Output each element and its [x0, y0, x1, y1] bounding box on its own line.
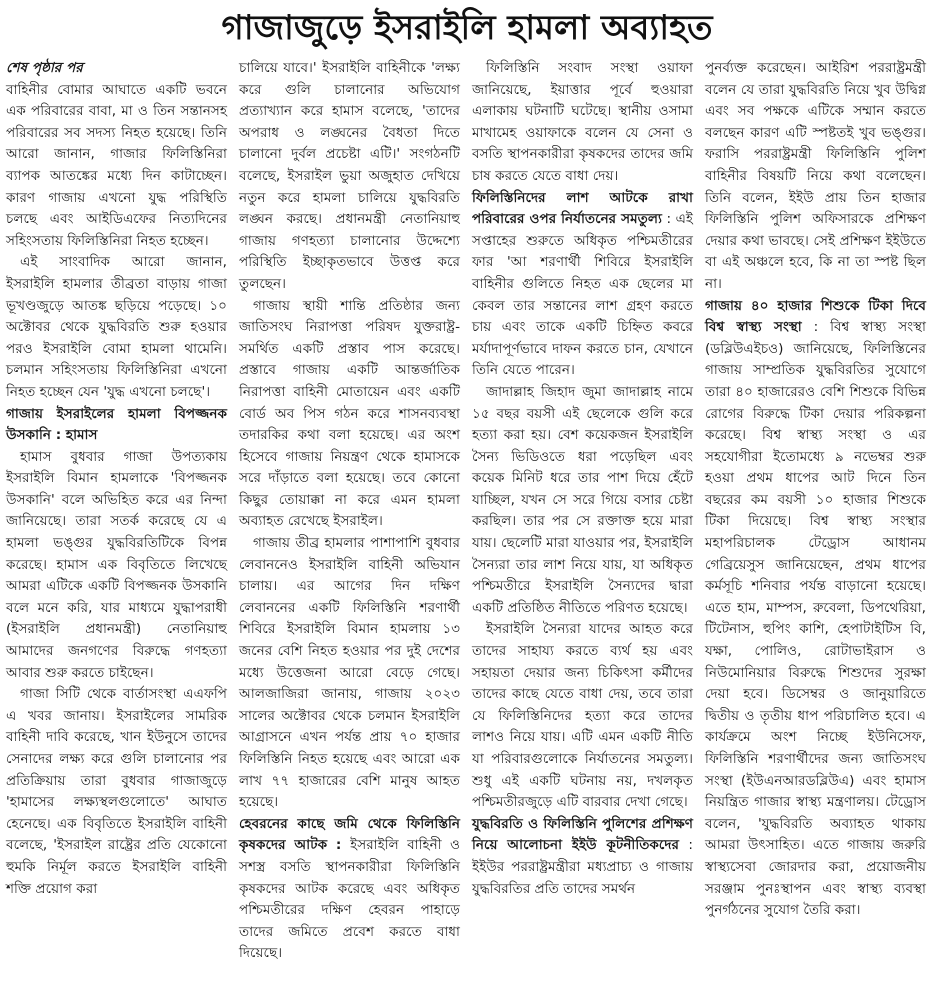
paragraph: বাহিনীর বোমার আঘাতে একটি ভবনে এক পরিবারের বাবা, মা ও তিন সন্তানসহ পরিবারের সব সদস্য নিহত হয়েছে। তিনি আরো জানান, গাজার ফিলিস্তিনিরা ব্যাপক আতঙ্কের মধ্যে দিন কাটাচ্ছেন। কারণ গাজায় এখনো যুদ্ধ পরিস্থিতি চলছে এবং আইডিএফের নিত্যদিনের সহিংসতায় ফিলিস্তিনিরা নিহত হচ্ছেন।	[6, 81, 227, 249]
column-3	[472, 58, 693, 900]
paragraph-with-lead	[239, 814, 460, 965]
paragraph-with-lead	[472, 814, 693, 900]
paragraph-text: : এই সপ্তাহের শুরুতে অধিকৃত পশ্চিমতীরের ফার 'আ শরণার্থী শিবিরে ইসরাইলি বাহিনীর গুলিতে নিহত এক ছেলের মা কেবল তার সন্তানের লাশ গ্রহণ করতে চায় এবং তাকে একটি চিহ্নিত কবরে মর্যাদাপূর্ণভাবে দাফন করতে চান, যেখানে তিনি যেতে পারেন।	[472, 211, 693, 379]
paragraph: চালিয়ে যাবে।' ইসরাইলি বাহিনীকে 'লক্ষ্য করে গুলি চালানোর অভিযোগ প্রত্যাখ্যান করে হামাস বলেছে, 'তাদের অপরাধ ও লঙ্ঘনের বৈধতা দিতে চালানো দুর্বল প্রচেষ্টা এটি।' সংগঠনটি বলেছে, ইসরাইল ভুয়া অজুহাত দেখিয়ে নতুন করে হামলা চালিয়ে যুদ্ধবিরতি লঙ্ঘন করছে। প্রধানমন্ত্রী নেতানিয়াহু গাজায় গণহত্যা চালানোর উদ্দেশ্যে পরিস্থিতি ইচ্ছাকৃতভাবে উত্তপ্ত করে তুলছেন।	[239, 60, 460, 292]
paragraph: পুনর্ব্যক্ত করেছেন। আইরিশ পররাষ্ট্রমন্ত্রী বলেন যে তারা যুদ্ধবিরতি নিয়ে খুব উদ্বিগ্ন এবং সব পক্ষকে এটিকে সম্মান করতে বলছেন কারণ এটি স্পষ্টতই খুব ভঙ্গুর। ফরাসি পররাষ্ট্রমন্ত্রী ফিলিস্তিনি পুলিশ বাহিনীর বিষয়টি নিয়ে কথা বলেছেন। তিনি বলেন, ইইউ প্রায় তিন হাজার ফিলিস্তিনি পুলিশ অফিসারকে প্রশিক্ষণ দেয়ার কথা ভাবছে। সেই প্রশিক্ষণ ইইউতে বা এই অঞ্চলে হবে, কি না তা স্পষ্ট ছিল না।	[705, 60, 926, 292]
paragraph: গাজায় স্থায়ী শান্তি প্রতিষ্ঠার জন্য জাতিসংঘ নিরাপত্তা পরিষদ যুক্তরাষ্ট্র-সমর্থিত একটি প্রস্তাব পাস করেছে। প্রস্তাবে গাজায় একটি আন্তর্জাতিক নিরাপত্তা বাহিনী মোতায়েন এবং একটি বোর্ড অব পিস গঠন করে শাসনব্যবস্থা তদারকির কথা বলা হয়েছে। এর অংশ হিসেবে গাজায় নিয়ন্ত্রণ থেকে হামাসকে সরে দাঁড়াতে বলা হয়েছে। তবে কোনো কিছুর তোয়াক্কা না করে এমন হামলা অব্যাহত রেখেছে ইসরাইল।	[239, 297, 460, 530]
paragraph-text: : ইইউর পররাষ্ট্রমন্ত্রীরা মধ্যপ্রাচ্য ও গাজায় যুদ্ধবিরতির প্রতি তাদের সমর্থন	[472, 837, 693, 897]
paragraph: হামাস বুধবার গাজা উপত্যকায় ইসরাইলি বিমান হামলাকে 'বিপজ্জনক উসকানি' বলে অভিহিত করে এর নিন্দা জানিয়েছে। তারা সতর্ক করেছে যে এ হামলা ভঙ্গুর যুদ্ধবিরতিটিকে বিপন্ন করেছে। হামাস এক বিবৃতিতে লিখেছে আমরা এটিকে একটি বিপজ্জনক উসকানি বলে মনে করি, যার মাধ্যমে যুদ্ধাপরাধী (ইসরাইলি প্রধানমন্ত্রী) নেতানিয়াহু আমাদের জনগণের বিরুদ্ধে গণহত্যা আবার শুরু করতে চাইছেন।	[6, 448, 227, 681]
paragraph: ফিলিস্তিনি সংবাদ সংস্থা ওয়াফা জানিয়েছে, ইয়াত্তার পূর্বে হুওয়ারা এলাকায় ঘটনাটি ঘটেছে। স্থানীয় ওসামা মাখামেহ ওয়াফাকে বলেন যে সেনা ও বসতি স্থাপনকারীরা কৃষকদের তাদের জমি চাষ করতে যেতে বাধা দেয়।	[472, 60, 693, 184]
paragraph-text: ইসরাইলি বাহিনী ও সশস্ত্র বসতি স্থাপনকারীরা ফিলিস্তিনি কৃষকদের আটক করেছে এবং অধিকৃত পশ্চিমতীরের দক্ষিণ হেবরন পাহাড়ে তাদের জমিতে প্রবেশ করতে বাধা দিয়েছে।	[239, 837, 460, 962]
paragraph: এই সাংবাদিক আরো জানান, ইসরাইলি হামলার তীব্রতা বাড়ায় গাজা ভূখণ্ডজুড়ে আতঙ্ক ছড়িয়ে পড়েছে। ১০ অক্টোবর থেকে যুদ্ধবিরতি শুরু হওয়ার পরও ইসরাইলি বোমা হামলা থামেনি। চলমান সহিংসতায় ফিলিস্তিনিরা এখনো নিহত হচ্ছেন যেন 'যুদ্ধ এখনো চলছে'।	[6, 254, 227, 400]
continued-from-label: শেষ পৃষ্ঠার পর	[6, 60, 83, 76]
subheading: গাজায় ৪০ হাজার শিশুকে টিকা দিবে বিশ্ব স্বাস্থ্য সংস্থা	[705, 297, 926, 336]
subheading: ফিলিস্তিনিদের লাশ আটকে রাখা পরিবারের ওপর নির্যাতনের সমতুল্য	[472, 189, 693, 228]
headline: গাজাজুড়ে ইসরাইলি হামলা অব্যাহত	[221, 8, 713, 48]
column-1	[6, 58, 227, 900]
paragraph-with-lead	[705, 296, 926, 922]
column-2	[239, 58, 460, 965]
subheading: হেবরনের কাছে জমি থেকে ফিলিস্তিনি কৃষকদের আটক :	[239, 815, 460, 854]
article-body	[6, 58, 928, 965]
paragraph: গাজা সিটি থেকে বার্তাসংস্থা এএফপি এ খবর জানায়। ইসরাইলের সামরিক বাহিনী দাবি করেছে, খান ইউনুসে তাদের সেনাদের লক্ষ্য করে গুলি চালানোর পর প্রতিক্রিয়ায় তারা বুধবার গাজাজুড়ে 'হামাসের লক্ষ্যস্থলগুলোতে' আঘাত হেনেছে। এক বিবৃতিতে ইসরাইলি বাহিনী বলেছে, 'ইসরাইল রাষ্ট্রের প্রতি যেকোনো হুমকি নির্মূল করতে ইসরাইলি বাহিনী শক্তি প্রয়োগ করা	[6, 686, 227, 897]
paragraph: গাজায় তীব্র হামলার পাশাপাশি বুধবার লেবাননেও ইসরাইলি বাহিনী অভিযান চালায়। এর আগের দিন দক্ষিণ লেবাননের একটি ফিলিস্তিনি শরণার্থী শিবিরে ইসরাইলি বিমান হামলায় ১৩ জনের বেশি নিহত হওয়ার পর দুই দেশের মধ্যে উত্তেজনা আরো বেড়ে গেছে। আলজাজিরা জানায়, গাজায় ২০২৩ সালের অক্টোবর থেকে চলমান ইসরাইলি আগ্রাসনে এখন পর্যন্ত প্রায় ৭০ হাজার ফিলিস্তিনি নিহত হয়েছে এবং আরো এক লাখ ৭৭ হাজারের বেশি মানুষ আহত হয়েছে।	[239, 535, 460, 811]
paragraph: জাদাল্লাহ জিহাদ জুমা জাদাল্লাহ নামে ১৫ বছর বয়সী এই ছেলেকে গুলি করে হত্যা করা হয়। বেশ কয়েকজন ইসরাইলি সৈন্য ভিডিওতে ধরা পড়েছিল এবং কয়েক মিনিট ধরে তার পাশ দিয়ে হেঁটে যাচ্ছিল, যখন সে সরে গিয়ে বসার চেষ্টা করছিল। তার পর সে রক্তাক্ত হয়ে মারা যায়। ছেলেটি মারা যাওয়ার পর, ইসরাইলি সৈন্যরা তার লাশ নিয়ে যায়, যা অধিকৃত পশ্চিমতীরে ইসরাইলি সৈন্যদের দ্বারা একটি প্রতিষ্ঠিত নীতিতে পরিণত হয়েছে।	[472, 383, 693, 616]
paragraph-text: : বিশ্ব স্বাস্থ্য সংস্থা (ডব্লিউএইচও) জানিয়েছে, ফিলিস্তিনের গাজায় সাম্প্রতিক যুদ্ধবিরতির সুযোগে তারা ৪০ হাজারেরও বেশি শিশুকে বিভিন্ন রোগের বিরুদ্ধে টিকা দেয়ার পরিকল্পনা করেছে। বিশ্ব স্বাস্থ্য সংস্থা ও এর সহযোগীরা ইতোমধ্যে ৯ নভেম্বর শুরু হওয়া প্রথম ধাপের আট দিনে তিন বছরের কম বয়সী ১০ হাজার শিশুকে টিকা দিয়েছে। বিশ্ব স্বাস্থ্য সংস্থার মহাপরিচালক টেড্রোস আধানম গেব্রিয়েসুস জানিয়েছেন, প্রথম ধাপের কর্মসূচি শনিবার পর্যন্ত বাড়ানো হয়েছে। এতে হাম, মাম্পস, রুবেলা, ডিপথেরিয়া, টিটেনাস, হুপিং কাশি, হেপাটাইটিস বি, যক্ষা, পোলিও, রোটাভাইরাস ও নিউমোনিয়ার বিরুদ্ধে শিশুদের সুরক্ষা দেয়া হবে। ডিসেম্বর ও জানুয়ারিতে দ্বিতীয় ও তৃতীয় ধাপ পরিচালিত হবে। এ কার্যক্রমে অংশ নিচ্ছে ইউনিসেফ, ফিলিস্তিনি শরণার্থীদের জন্য জাতিসংঘ সংস্থা (ইউএনআরডব্লিউএ) এবং হামাস নিয়ন্ত্রিত গাজার স্বাস্থ্য মন্ত্রণালয়। টেড্রোস বলেন, 'যুদ্ধবিরতি অব্যাহত থাকায় আমরা উৎসাহিত। এতে গাজায় জরুরি স্বাস্থ্যসেবা জোরদার করা, প্রয়োজনীয় সরঞ্জাম পুনঃস্থাপন এবং স্বাস্থ্য ব্যবস্থা পুনর্গঠনের সুযোগ তৈরি করা।	[705, 319, 926, 919]
paragraph-with-lead	[472, 188, 693, 382]
subheading: যুদ্ধবিরতি ও ফিলিস্তিনি পুলিশের প্রশিক্ষণ নিয়ে আলোচনা ইইউ কূটনীতিকদের	[472, 815, 693, 854]
paragraph: ইসরাইলি সৈন্যরা যাদের আহত করে তাদের সাহায্য করতে ব্যর্থ হয় এবং সহায়তা দেয়ার জন্য চিকিৎসা কর্মীদের তাদের কাছে যেতে বাধা দেয়, তবে তারা যে ফিলিস্তিনিদের হত্যা করে তাদের লাশও নিয়ে যায়। এটি এমন একটি নীতি যা পরিবারগুলোকে নির্যাতনের সমতুল্য। শুধু এই একটি ঘটনায় নয়, দখলকৃত পশ্চিমতীরজুড়ে এটি বারবার দেখা গেছে।	[472, 621, 693, 811]
column-4	[705, 58, 926, 922]
subheading: গাজায় ইসরাইলের হামলা বিপজ্জনক উসকানি : হামাস	[6, 405, 227, 444]
